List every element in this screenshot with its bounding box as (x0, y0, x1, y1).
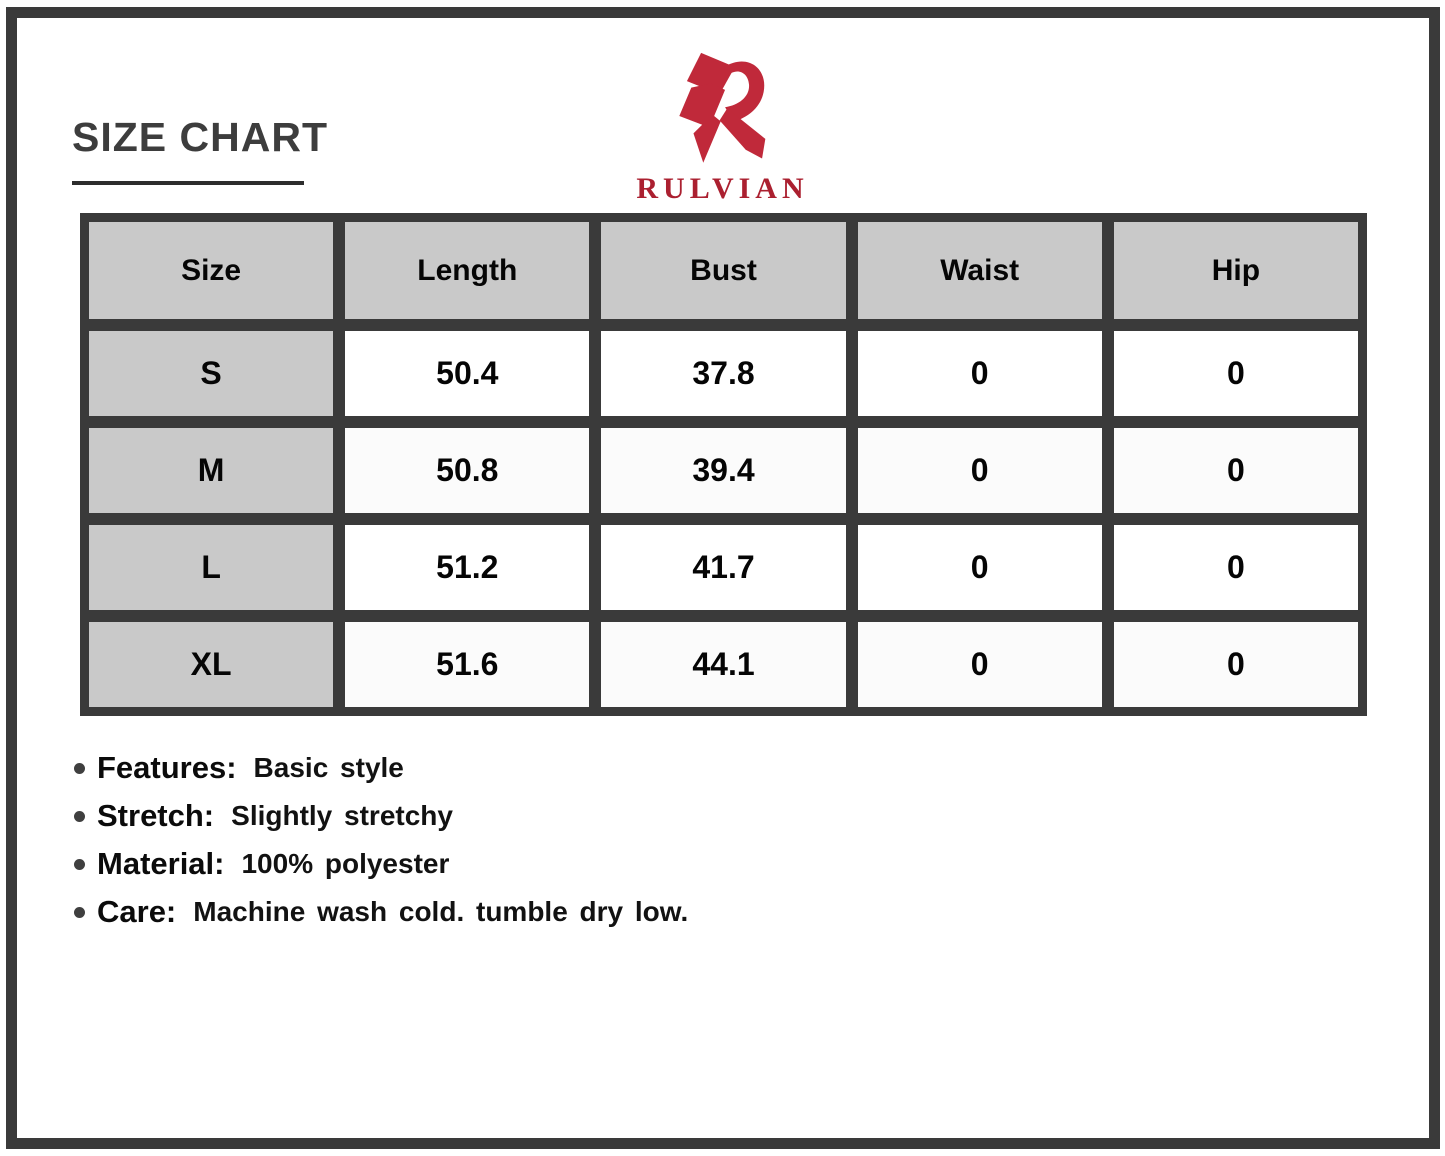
measurement-cell: 51.2 (345, 525, 589, 610)
measurement-cell: 51.6 (345, 622, 589, 707)
detail-item-care (74, 894, 688, 930)
title-block (72, 114, 328, 185)
detail-label: Care: (97, 894, 177, 929)
detail-value: Basic style (253, 752, 404, 783)
column-header-size: Size (89, 222, 333, 319)
bullet-icon (74, 811, 85, 822)
measurement-cell: 0 (1114, 331, 1358, 416)
brand-wordmark: RULVIAN (636, 172, 809, 205)
size-label-cell: S (89, 331, 333, 416)
column-header-length: Length (345, 222, 589, 319)
detail-item-features (74, 750, 688, 786)
measurement-cell: 0 (858, 622, 1102, 707)
detail-item-material (74, 846, 688, 882)
column-header-waist: Waist (858, 222, 1102, 319)
measurement-cell: 0 (858, 331, 1102, 416)
detail-item-stretch (74, 798, 688, 834)
measurement-cell: 50.8 (345, 428, 589, 513)
r-monogram-icon (673, 50, 771, 170)
page-title: SIZE CHART (72, 114, 328, 160)
detail-value: Machine wash cold. tumble dry low. (193, 896, 689, 927)
detail-label: Stretch: (97, 798, 215, 833)
measurement-cell: 44.1 (601, 622, 845, 707)
bullet-icon (74, 859, 85, 870)
bullet-icon (74, 907, 85, 918)
size-label-cell: XL (89, 622, 333, 707)
title-underline (72, 181, 304, 185)
measurement-cell: 0 (1114, 428, 1358, 513)
column-header-hip: Hip (1114, 222, 1358, 319)
measurement-cell: 39.4 (601, 428, 845, 513)
measurement-cell: 37.8 (601, 331, 845, 416)
size-label-cell: L (89, 525, 333, 610)
detail-label: Features: (97, 750, 237, 785)
column-header-bust: Bust (601, 222, 845, 319)
measurement-cell: 50.4 (345, 331, 589, 416)
detail-value: Slightly stretchy (231, 800, 453, 831)
size-chart-table (80, 213, 1367, 716)
detail-value: 100% polyester (241, 848, 450, 879)
bullet-icon (74, 763, 85, 774)
size-label-cell: M (89, 428, 333, 513)
measurement-cell: 0 (1114, 525, 1358, 610)
measurement-cell: 0 (1114, 622, 1358, 707)
detail-label: Material: (97, 846, 225, 881)
product-details-list (74, 750, 688, 942)
brand-logo (636, 50, 808, 206)
measurement-cell: 41.7 (601, 525, 845, 610)
measurement-cell: 0 (858, 525, 1102, 610)
measurement-cell: 0 (858, 428, 1102, 513)
